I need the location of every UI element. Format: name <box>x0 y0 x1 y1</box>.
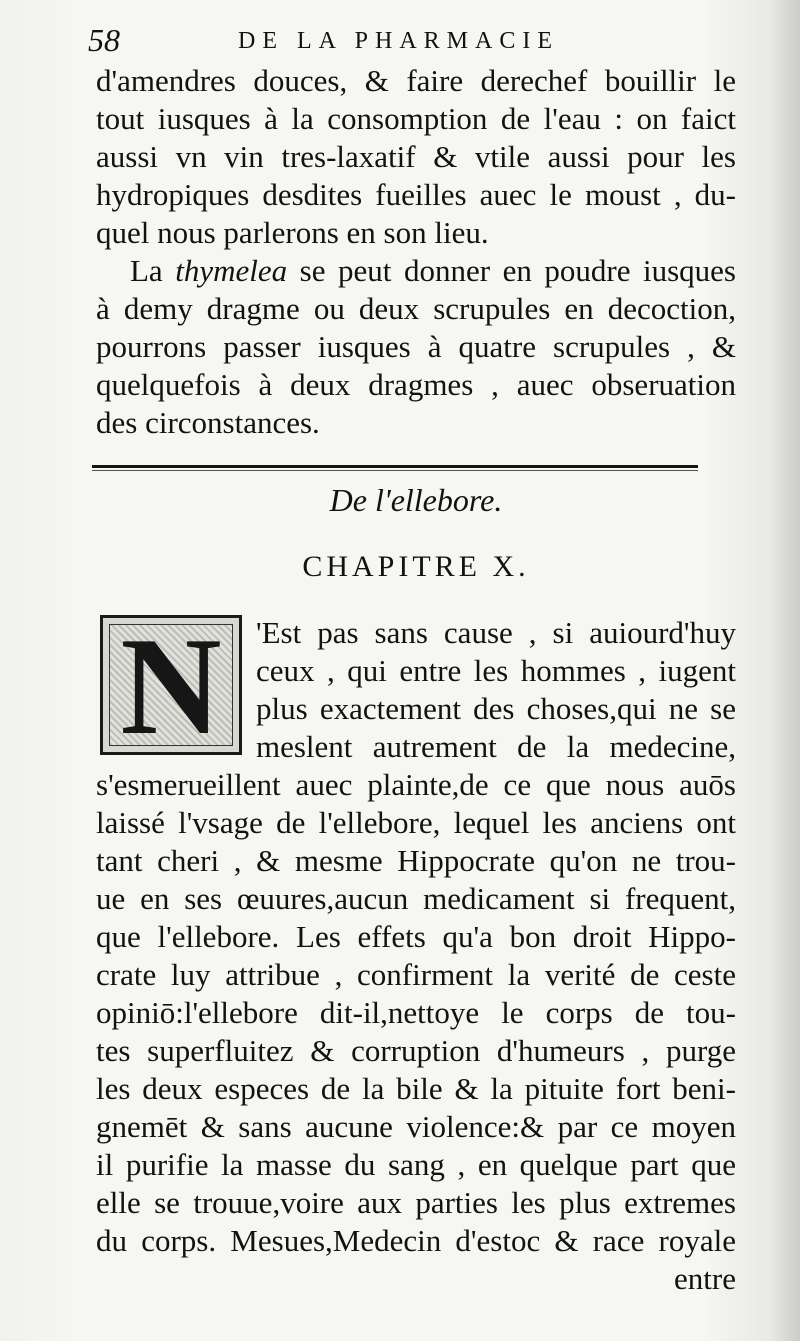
paragraph-1 <box>96 62 736 252</box>
text-line-with-term <box>96 252 736 290</box>
text-line: aussi vn vin tres-laxatif & vtile aussi pour les <box>96 139 736 174</box>
running-head <box>88 22 728 62</box>
page-number: 58 <box>88 22 120 58</box>
section-rule <box>92 465 698 468</box>
text-line: ceux , qui entre les hommes , iugent <box>256 653 736 688</box>
text-line: d'amendres douces, & faire derechef bouillir le <box>96 63 736 98</box>
text-line: il purifie la masse du sang , en quelque part que <box>96 1147 736 1182</box>
text-line: quel nous parlerons en son lieu. <box>96 215 489 250</box>
text-line: 'Est pas sans cause , si auiourd'huy <box>256 615 736 650</box>
chapter-body <box>96 766 736 1298</box>
decorated-initial-icon <box>100 615 242 755</box>
text-line: opiniō:l'ellebore dit-il,nettoye le corps de tou- <box>96 995 736 1030</box>
paragraph-lead: La <box>130 253 176 288</box>
text-line: tes superfluitez & corruption d'humeurs , purge <box>96 1033 736 1068</box>
text-line: pourrons passer iusques à quatre scrupules , & <box>96 329 736 364</box>
page-edge-shadow <box>770 0 800 1341</box>
text-line: ue en ses œuures,aucun medicament si frequent, <box>96 881 736 916</box>
text-line: gnemēt & sans aucune violence:& par ce moyen <box>96 1109 736 1144</box>
paragraph-2 <box>96 252 736 442</box>
paragraph-rest: se peut donner en poudre iusques <box>287 253 737 288</box>
text-line: hydropiques desdites fueilles auec le moust , du- <box>96 177 736 212</box>
text-line: des circonstances. <box>96 405 320 440</box>
text-line: quelquefois à deux dragmes , auec obseruation <box>96 367 736 402</box>
text-line: s'esmerueillent auec plainte,de ce que nous auōs <box>96 767 736 802</box>
section-title: De l'ellebore. <box>329 482 503 518</box>
text-line: laissé l'vsage de l'ellebore, lequel les anciens ont <box>96 805 736 840</box>
text-line: elle se trouue,voire aux parties les plus extremes <box>96 1185 736 1220</box>
text-line: plus exactement des choses,qui ne se <box>256 691 736 726</box>
text-line: tant cheri , & mesme Hippocrate qu'on ne trou- <box>96 843 736 878</box>
text-line: tout iusques à la consomption de l'eau : on faict <box>96 101 736 136</box>
italic-term: thymelea <box>175 253 288 288</box>
chapter-title: CHAPITRE X. <box>302 550 530 583</box>
text-line: les deux especes de la bile & la pituite fort beni- <box>96 1071 736 1106</box>
text-line: du corps. Mesues,Medecin d'estoc & race royale <box>96 1223 736 1258</box>
text-line: que l'ellebore. Les effets qu'a bon droit Hippo- <box>96 919 736 954</box>
text-line: meslent autrement de la medecine, <box>256 729 736 764</box>
catchword: entre <box>674 1261 736 1296</box>
running-title: DE LA PHARMACIE <box>238 28 560 54</box>
initial-letter: N <box>120 615 222 755</box>
text-line: crate luy attribue , confirment la verité de ceste <box>96 957 736 992</box>
section-rule-thin <box>92 470 698 471</box>
text-line: à demy dragme ou deux scrupules en decoction, <box>96 291 736 326</box>
chapter-initial-lines <box>256 614 736 766</box>
